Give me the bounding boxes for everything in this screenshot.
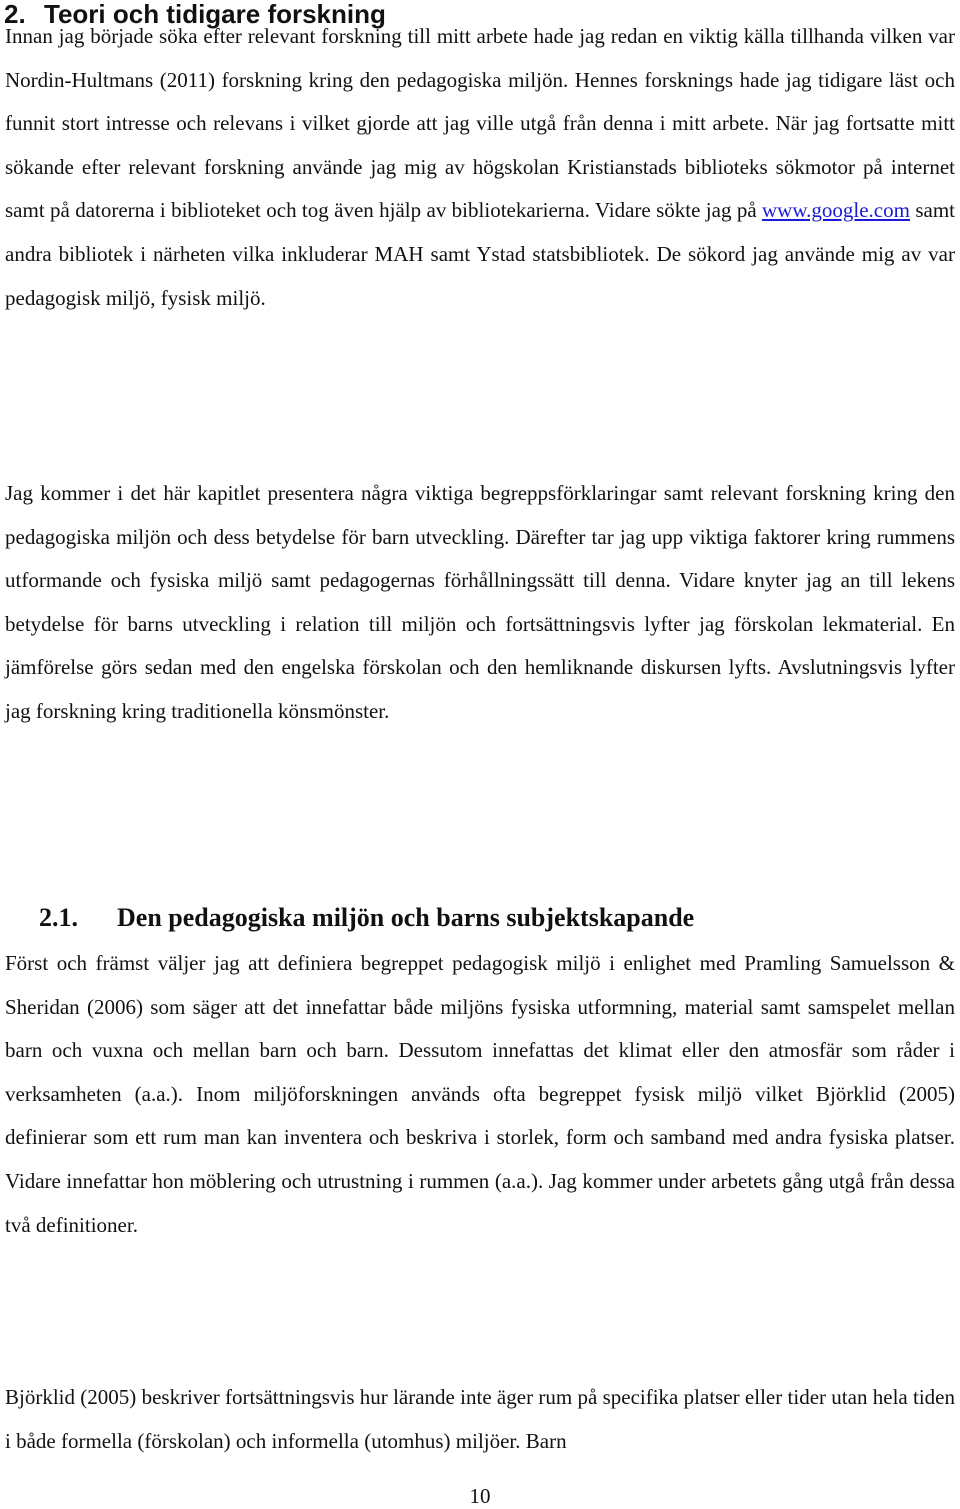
google-link[interactable]: www.google.com — [762, 198, 910, 223]
subsection-number: 2.1. — [39, 903, 78, 932]
paragraph-research-sources — [5, 15, 955, 320]
paragraph-chapter-overview: Jag kommer i det här kapitlet presentera några viktiga begreppsförklaringar samt relevant forskning kring den pedagogiska miljön och dess betydelse för barn utveckling. Därefter tar jag upp viktiga faktorer kring rummens utformande och fysiska miljö samt pedagogernas förhållningssätt till denna. Vidare knyter jag an till lekens betydelse för barns utveckling i relation till miljön och fortsättningsvis lyfter jag förskolan lekmaterial. En jämförelse görs sedan med den engelska förskolan och den hemliknande diskursen lyfts. Avslutningsvis lyfter jag forskning kring traditionella könsmönster. — [5, 481, 955, 723]
paragraph-learning-places: Björklid (2005) beskriver fortsättningsvis hur lärande inte äger rum på specifika platser eller tider utan hela tiden i både formella (förskolan) och informella (utomhus) miljöer. Barn — [5, 1385, 955, 1453]
section-title: Teori och tidigare forskning — [44, 0, 386, 29]
section-number: 2. — [4, 0, 26, 29]
subsection-title: Den pedagogiska miljön och barns subjektskapande — [117, 903, 695, 932]
page-number: 10 — [469, 1484, 491, 1508]
subsection-heading — [39, 898, 694, 938]
paragraph-definitions: Först och främst väljer jag att definiera begreppet pedagogisk miljö i enlighet med Pramling Samuelsson & Sheridan (2006) som säger att det innefattar både miljöns fysiska utformning, material samt samspelet mellan barn och vuxna och mellan barn och barn. Dessutom innefattas det klimat eller den atmosfär som råder i verksamheten (a.a.). Inom miljöforskningen används ofta begreppet fysisk miljö vilket Björklid (2005) definierar som ett rum man kan inventera och beskriva i storlek, form och samband med andra fysiska platser. Vidare innefattar hon möblering och utrustning i rummen (a.a.). Jag kommer under arbetets gång utgå från dessa två definitioner. — [5, 951, 955, 1237]
paragraph-1-text-start: Innan jag började söka efter relevant forskning till mitt arbete hade jag redan en viktig källa tillhanda vilken var Nordin-Hultmans (2011) forskning kring den pedagogiska miljön. Hennes forsknings hade jag tidigare läst och funnit stort intresse och relevans i vilket gjorde att jag ville utgå från denna i mitt arbete. När jag fortsatte mitt sökande efter relevant forskning använde jag mig av högskolan Kristianstads biblioteks sökmotor på internet samt på datorerna i biblioteket och tog även hjälp av bibliotekarierna. Vidare sökte jag på — [5, 24, 955, 223]
paragraph-1-text-end: samt andra bibliotek i närheten vilka inkluderar MAH samt Ystad statsbibliotek. De sökord jag använde mig av var pedagogisk miljö, fysisk miljö. — [5, 198, 955, 310]
